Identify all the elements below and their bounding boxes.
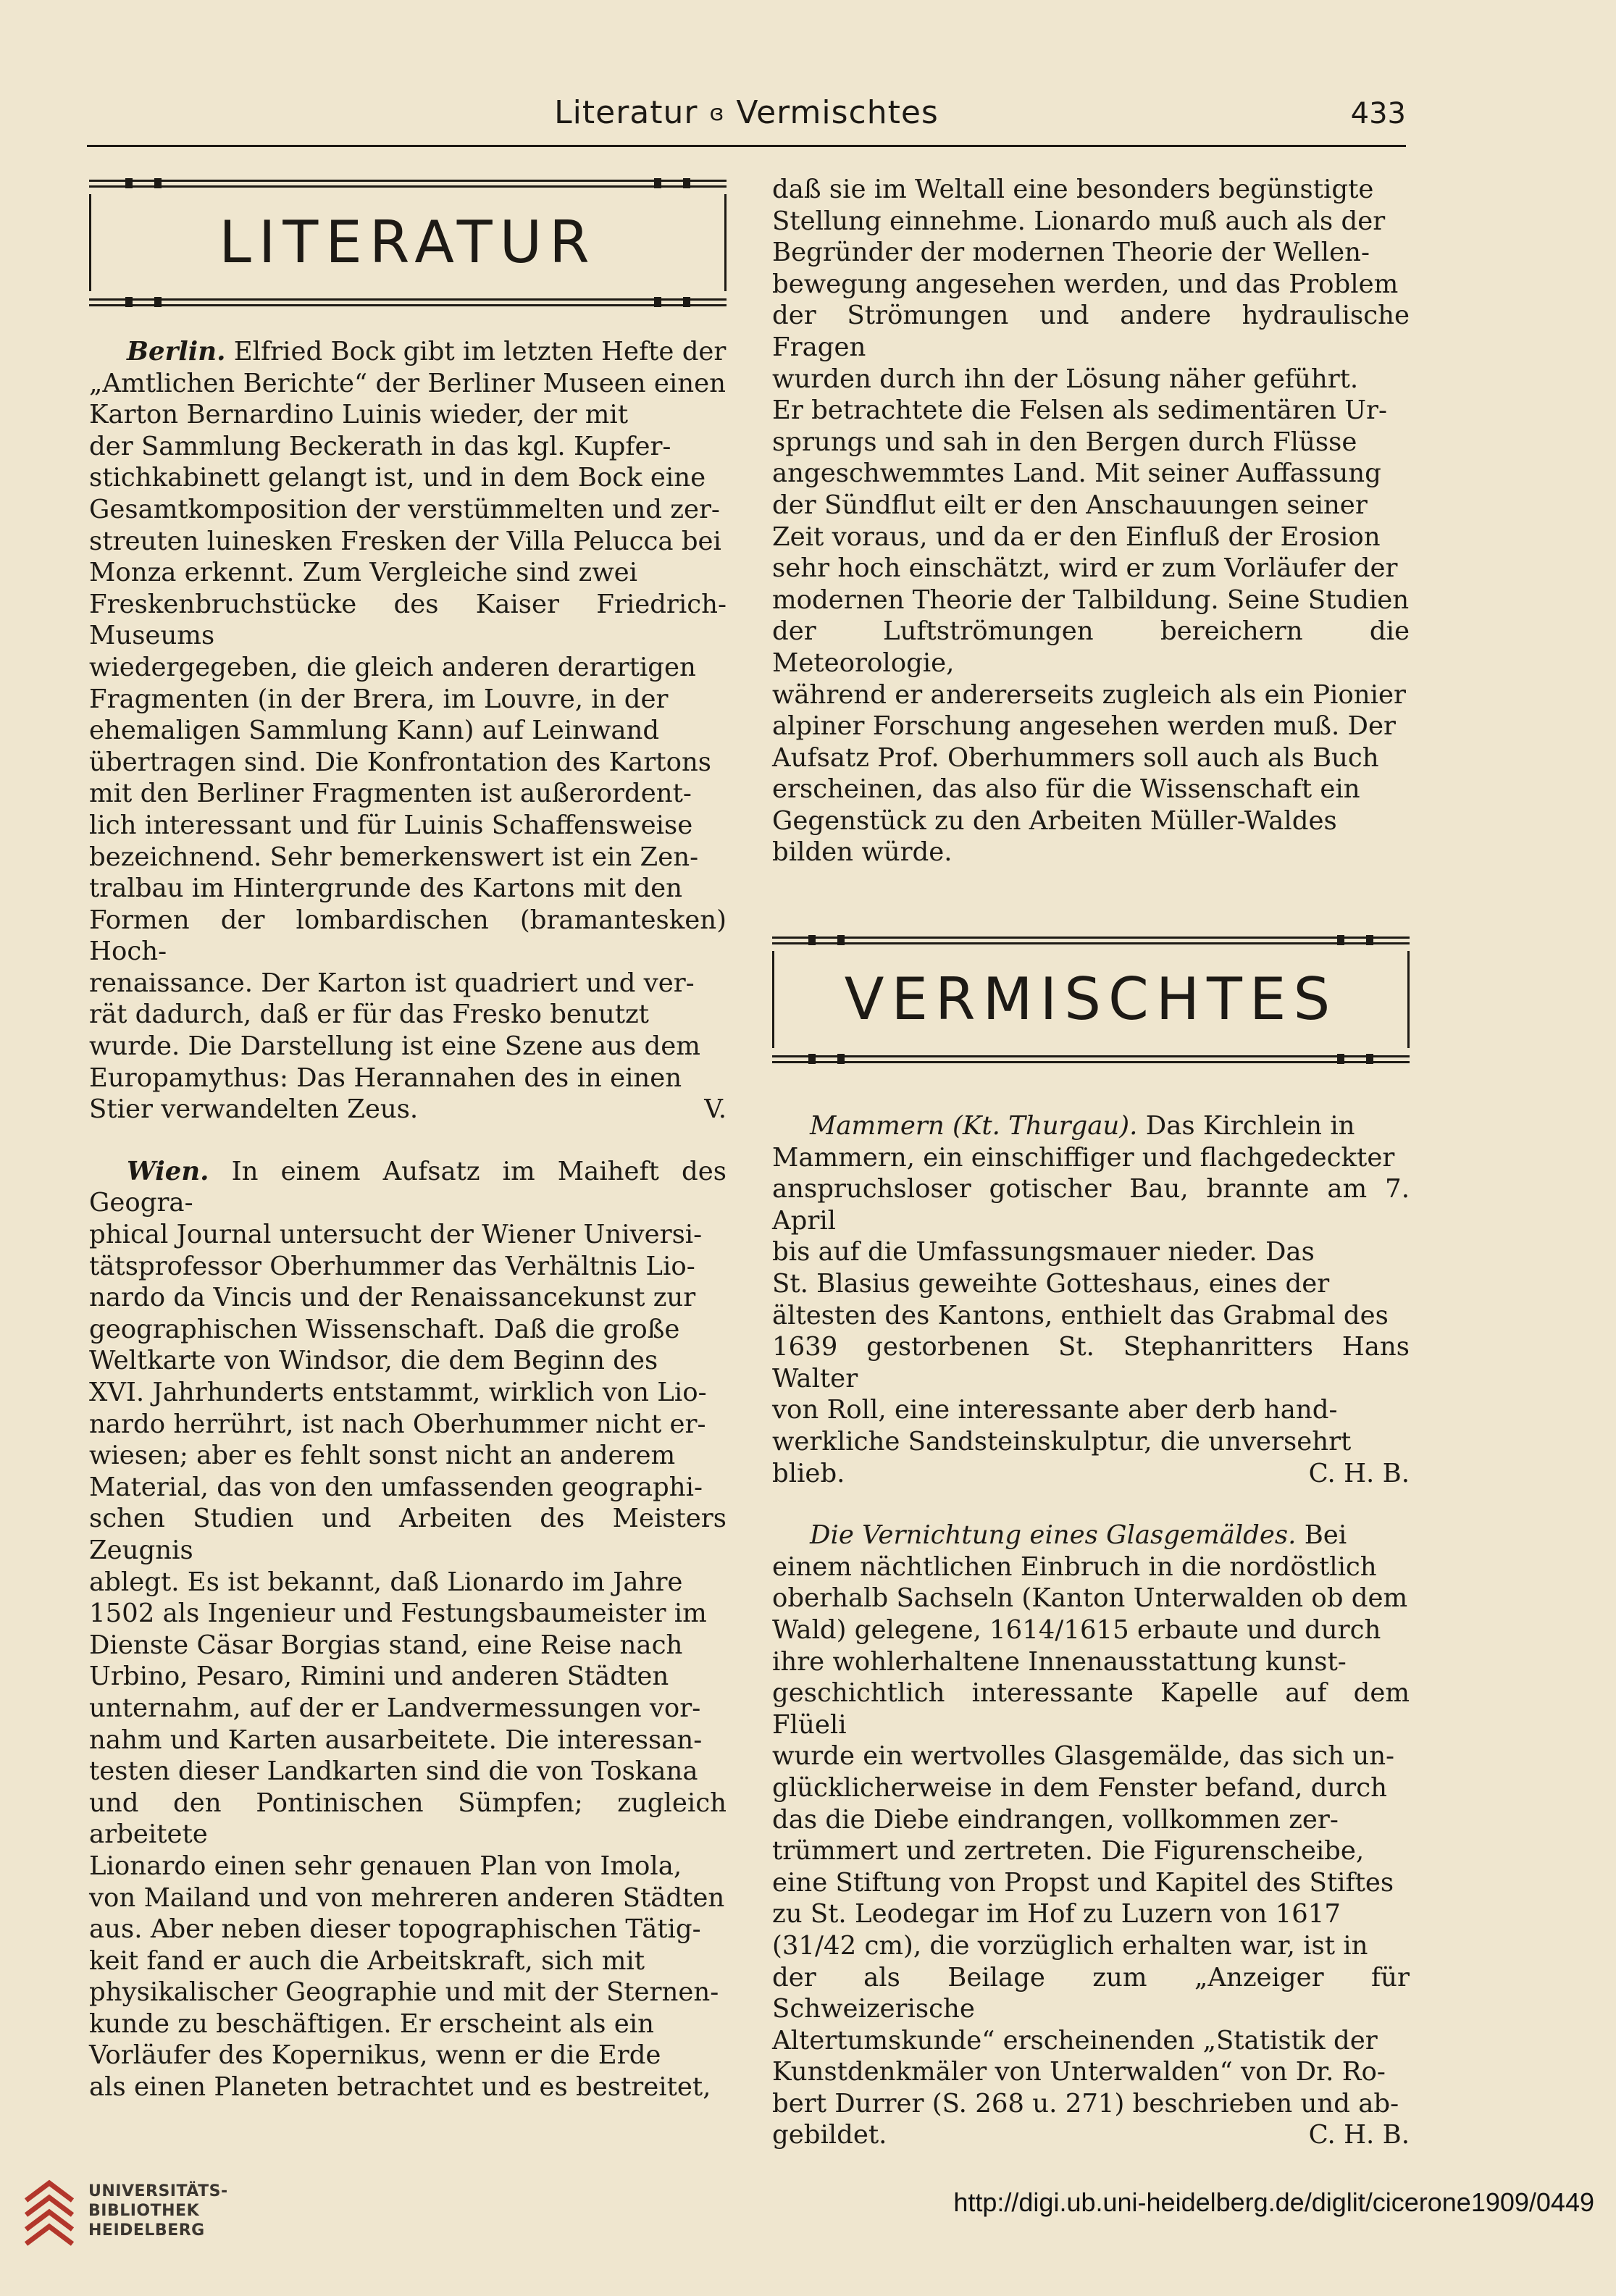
article-wien: [89, 1156, 727, 2103]
text-line: der Strömungen und andere hydraulische Fragen: [772, 301, 1410, 362]
author-signature: C. H. B.: [1308, 2120, 1410, 2150]
text-line: sprungs und sah in den Bergen durch Flüsse: [772, 427, 1357, 457]
text-line: In einem Aufsatz im Maiheft des Geogra-: [89, 1156, 727, 1218]
text-line: bewegung angesehen werden, und das Problem: [772, 269, 1399, 299]
vermischtes-title: VERMISCHTES: [844, 965, 1338, 1034]
article-place: Wien.: [127, 1156, 209, 1186]
text-line: bezeichnend. Sehr bemerkenswert ist ein Zen-: [89, 842, 699, 872]
text-line: Bei: [1304, 1520, 1347, 1551]
text-line: „Amtlichen Berichte“ der Berliner Museen einen: [89, 368, 727, 398]
text-line: angeschwemmtes Land. Mit seiner Auffassung: [772, 458, 1381, 489]
text-line: Material, das von den umfassenden geographi-: [89, 1472, 703, 1502]
vermischtes-heading-box: [772, 935, 1410, 1064]
text-line: Mammern, ein einschiffiger und flachgedeckter: [772, 1142, 1395, 1173]
text-line: als einen Planeten betrachtet und es bestreitet,: [89, 2072, 711, 2103]
header-rule: [87, 145, 1406, 147]
text-line: anspruchsloser gotischer Bau, brannte am 7. April: [772, 1174, 1410, 1236]
article-glasgemaelde: [772, 1520, 1410, 2151]
text-line: werkliche Sandsteinskulptur, die unversehrt: [772, 1427, 1352, 1457]
text-line: Stier verwandelten Zeus.: [89, 1094, 419, 1125]
text-line: geographischen Wissenschaft. Daß die große: [89, 1314, 680, 1344]
text-line: glücklicherweise in dem Fenster befand, durch: [772, 1772, 1388, 1803]
text-line: wiesen; aber es fehlt sonst nicht an anderem: [89, 1441, 676, 1471]
text-line: unternahm, auf der er Landvermessungen vor-: [89, 1693, 701, 1723]
text-line: alpiner Forschung angesehen werden muß. Der: [772, 711, 1396, 742]
text-line: testen dieser Landkarten sind die von Toskana: [89, 1756, 698, 1787]
text-line: oberhalb Sachseln (Kanton Unterwalden ob dem: [772, 1583, 1408, 1614]
library-name: UNIVERSITÄTS- BIBLIOTHEK HEIDELBERG: [88, 2182, 228, 2240]
text-line: Lionardo einen sehr genauen Plan von Imola,: [89, 1851, 682, 1881]
text-line: nardo herrührt, ist nach Oberhummer nicht er-: [89, 1409, 706, 1439]
text-line: kunde zu beschäftigen. Er erscheint als ein: [89, 2008, 655, 2039]
text-line: wurden durch ihn der Lösung näher geführt.: [772, 364, 1359, 394]
article-place: Die Vernichtung eines Glasgemäldes.: [810, 1520, 1297, 1551]
author-signature: C. H. B.: [1308, 1458, 1410, 1488]
text-line: Aufsatz Prof. Oberhummers soll auch als Buch: [772, 742, 1379, 773]
text-line: nahm und Karten ausarbeitete. Die interessan-: [89, 1725, 703, 1755]
ornament-rule-top: [89, 178, 727, 188]
text-line: übertragen sind. Die Konfrontation des Kartons: [89, 747, 712, 777]
text-line: gebildet.: [772, 2120, 887, 2150]
text-line: nardo da Vincis und der Renaissancekunst zur: [89, 1283, 696, 1313]
text-line: bilden würde.: [772, 837, 953, 868]
text-line: trümmert und zertreten. Die Figurenscheibe,: [772, 1836, 1365, 1866]
text-line: der als Beilage zum „Anzeiger für Schweizerische: [772, 1962, 1410, 2024]
text-line: Dienste Cäsar Borgias stand, eine Reise nach: [89, 1630, 683, 1660]
text-line: während er andererseits zugleich als ein Pionier: [772, 679, 1406, 710]
article-place: Berlin.: [127, 337, 226, 366]
article-mammern: [772, 1110, 1410, 1489]
text-line: Europamythus: Das Herannahen des in einen: [89, 1063, 682, 1093]
text-line: schen Studien und Arbeiten des Meisters Zeugnis: [89, 1504, 727, 1565]
text-line: das die Diebe eindrangen, vollkommen zer-: [772, 1804, 1339, 1835]
article-place: Mammern (Kt. Thurgau).: [810, 1111, 1138, 1141]
literatur-title: LITERATUR: [219, 209, 597, 276]
text-line: Fragmenten (in der Brera, im Louvre, in der: [89, 684, 669, 714]
text-line: Stellung einnehme. Lionardo muß auch als der: [772, 206, 1386, 236]
text-line: Karton Bernardino Luinis wieder, der mit: [89, 400, 629, 430]
text-line: tralbau im Hintergrunde des Kartons mit den: [89, 873, 683, 904]
text-line: Elfried Bock gibt im letzten Hefte der: [233, 337, 727, 366]
text-line: Zeit voraus, und da er den Einfluß der Erosion: [772, 521, 1381, 552]
literatur-heading-box: [89, 178, 727, 307]
text-line: St. Blasius geweihte Gotteshaus, eines der: [772, 1269, 1330, 1299]
author-signature: V.: [704, 1094, 727, 1125]
text-line: tätsprofessor Oberhummer das Verhältnis Lio-: [89, 1251, 695, 1281]
text-line: Vorläufer des Kopernikus, wenn er die Erde: [89, 2040, 661, 2071]
text-line: Gegenstück zu den Arbeiten Müller-Waldes: [772, 805, 1337, 836]
text-line: der Luftströmungen bereichern die Meteorologie,: [772, 616, 1410, 678]
text-line: Gesamtkomposition der verstümmelten und zer-: [89, 494, 720, 524]
text-line: bert Durrer (S. 268 u. 271) beschrieben und ab-: [772, 2088, 1399, 2119]
text-line: stichkabinett gelangt ist, und in dem Bock eine: [89, 463, 706, 493]
text-line: und den Pontinischen Sümpfen; zugleich arbeitete: [89, 1788, 727, 1850]
text-line: Urbino, Pesaro, Rimini und anderen Städten: [89, 1662, 669, 1692]
ornament-rule-bottom: [772, 1054, 1410, 1064]
text-line: modernen Theorie der Talbildung. Seine Studien: [772, 585, 1410, 615]
text-line: (31/42 cm), die vorzüglich erhalten war, ist in: [772, 1930, 1368, 1961]
text-line: erscheinen, das also für die Wissenschaft ein: [772, 774, 1360, 805]
text-line: eine Stiftung von Propst und Kapitel des Stiftes: [772, 1867, 1394, 1898]
article-wien-continued: [772, 174, 1410, 868]
text-line: einem nächtlichen Einbruch in die nordöstlich: [772, 1551, 1377, 1582]
permalink-url[interactable]: http://digi.ub.uni-heidelberg.de/diglit/cicerone1909/0449: [953, 2187, 1594, 2217]
text-line: Kunstdenkmäler von Unterwalden“ von Dr. Ro-: [772, 2057, 1386, 2087]
ornament-separator: ɞ: [709, 101, 725, 126]
running-title-right: Vermischtes: [736, 94, 939, 131]
running-title-left: Literatur: [554, 94, 698, 131]
digitization-footer: [0, 2166, 1616, 2274]
ornament-rule-top: [772, 935, 1410, 945]
text-line: blieb.: [772, 1458, 845, 1488]
text-line: der Sündflut eilt er den Anschauungen seiner: [772, 490, 1368, 520]
text-line: Begründer der modernen Theorie der Wellen-: [772, 238, 1370, 268]
text-line: ablegt. Es ist bekannt, daß Lionardo im Jahre: [89, 1567, 683, 1597]
text-line: sehr hoch einschätzt, wird er zum Vorläufer der: [772, 553, 1398, 584]
text-line: streuten luinesken Fresken der Villa Pelucca bei: [89, 526, 721, 556]
article-berlin: [89, 336, 727, 1126]
text-line: Das Kirchlein in: [1145, 1111, 1355, 1141]
closing-line: [89, 1094, 727, 1126]
text-line: rät dadurch, daß er für das Fresko benutzt: [89, 1000, 649, 1030]
text-line: aus. Aber neben dieser topographischen Tätig-: [89, 1914, 701, 1945]
text-line: ihre wohlerhaltene Innenausstattung kunst-: [772, 1646, 1347, 1677]
text-line: 1639 gestorbenen St. Stephanritters Hans Walter: [772, 1332, 1410, 1394]
text-line: lich interessant und für Luinis Schaffensweise: [89, 810, 693, 840]
text-line: wurde ein wertvolles Glasgemälde, das sich un-: [772, 1741, 1395, 1772]
text-line: 1502 als Ingenieur und Festungsbaumeister im: [89, 1599, 707, 1629]
text-line: Freskenbruchstücke des Kaiser Friedrich-Museums: [89, 589, 727, 651]
text-line: wiedergegeben, die gleich anderen derartigen: [89, 652, 696, 682]
text-line: der Sammlung Beckerath in das kgl. Kupfer-: [89, 431, 671, 461]
text-line: Monza erkennt. Zum Vergleiche sind zwei: [89, 558, 638, 588]
text-line: renaissance. Der Karton ist quadriert und ver-: [89, 968, 695, 998]
text-line: mit den Berliner Fragmenten ist außerordent-: [89, 779, 692, 809]
text-line: Weltkarte von Windsor, die dem Beginn des: [89, 1346, 658, 1376]
running-title: [87, 94, 1406, 131]
text-line: Er betrachtete die Felsen als sedimentären Ur-: [772, 395, 1387, 426]
text-line: ehemaligen Sammlung Kann) auf Leinwand: [89, 716, 660, 746]
text-line: bis auf die Umfassungsmauer nieder. Das: [772, 1237, 1315, 1268]
ornament-rule-bottom: [89, 297, 727, 307]
text-line: XVI. Jahrhunderts entstammt, wirklich von Lio-: [89, 1378, 707, 1407]
text-line: wurde. Die Darstellung ist eine Szene aus dem: [89, 1031, 700, 1062]
closing-line: [772, 1458, 1410, 1490]
text-line: von Roll, eine interessante aber derb hand-: [772, 1395, 1338, 1425]
text-line: geschichtlich interessante Kapelle auf dem Flüeli: [772, 1678, 1410, 1740]
text-line: ältesten des Kantons, enthielt das Grabmal des: [772, 1300, 1389, 1331]
text-line: von Mailand und von mehreren anderen Städten: [89, 1882, 725, 1913]
closing-line: [772, 2119, 1410, 2151]
text-line: zu St. Leodegar im Hof zu Luzern von 1617: [772, 1899, 1341, 1930]
text-line: daß sie im Weltall eine besonders begünstigte: [772, 175, 1374, 204]
text-line: Altertumskunde“ erscheinenden „Statistik der: [772, 2025, 1378, 2056]
text-line: phical Journal untersucht der Wiener Universi-: [89, 1220, 703, 1250]
page-number: 433: [1350, 97, 1406, 130]
right-column: [772, 174, 1410, 2151]
left-column: [89, 172, 727, 2103]
text-line: physikalischer Geographie und mit der Sternen-: [89, 1977, 719, 2008]
text-line: Wald) gelegene, 1614/1615 erbaute und durch: [772, 1614, 1381, 1645]
text-line: Formen der lombardischen (bramantesken) Hoch-: [89, 905, 727, 967]
running-head: [87, 81, 1406, 146]
university-library-logo-icon: [22, 2179, 77, 2248]
text-line: keit fand er auch die Arbeitskraft, sich mit: [89, 1945, 645, 1976]
